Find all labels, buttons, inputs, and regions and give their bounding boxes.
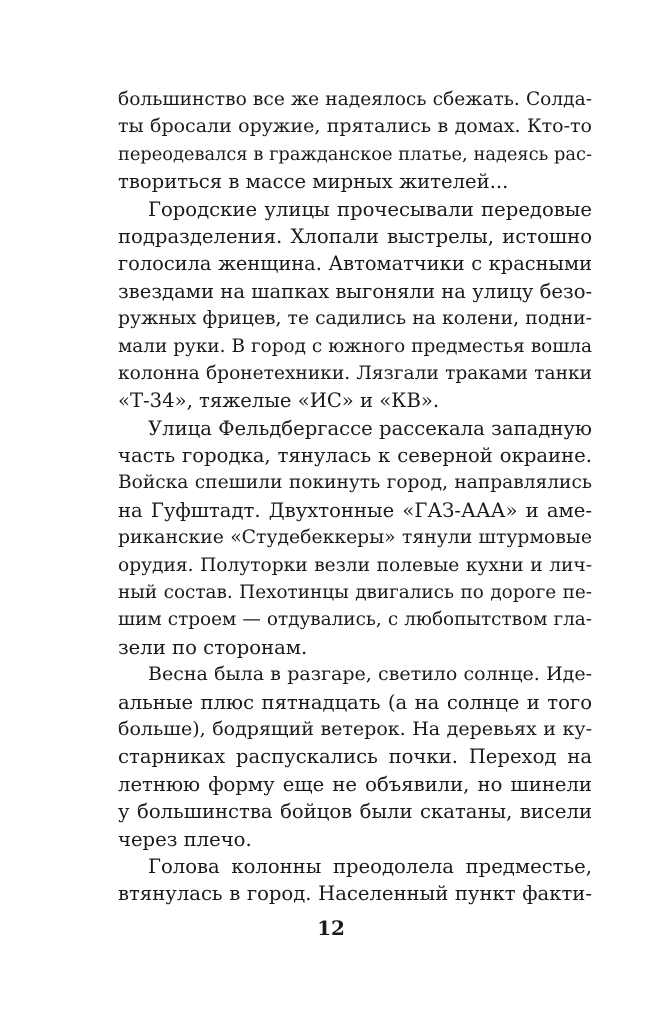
text-line: через плечо. [118,827,252,851]
text-line: «Т-34», тяжелые «ИС» и «КВ». [118,389,440,413]
text-line: больше), бодрящий ветерок. На деревьях и ку- [118,717,592,740]
text-line: летнюю форму еще не объявили, но шинели [118,772,592,796]
text-line: ты бросали оружие, прятались в домах. Кто-то [118,115,592,138]
text-line: Голова колонны преодолела предместье, [148,854,592,878]
text-line: риканские «Студебеккеры» тянули штурмовые [118,527,592,549]
text-line: ный состав. Пехотинцы двигались по дороге пе- [118,582,592,604]
text-line: колонна бронетехники. Лязгали траками танки [118,362,592,384]
text-line: Улица Фельдбергассе рассекала западную [148,416,592,440]
text-line: переодевался в гражданское платье, надеясь рас- [118,143,592,165]
text-line: голосила женщина. Автоматчики с красными [118,252,592,276]
text-line: Городские улицы прочесывали передовые [148,197,592,221]
text-line: мали руки. В город с южного предместья вошла [118,335,592,357]
text-line: на Гуфштадт. Двухтонные «ГАЗ-ААА» и аме- [118,498,592,522]
text-line: альные плюс пятнадцать (а на солнце и того [118,690,592,714]
text-line: часть городка, тянулась к северной окраине. [118,444,592,468]
text-line: большинство все же надеялось сбежать. Солда- [118,89,592,110]
text-line: у большинства бойцов были скатаны, висели [118,800,592,824]
text-line: шим строем — отдувались, с любопытством гла- [118,609,592,631]
text-line: втянулась в город. Населенный пункт факти- [118,882,592,906]
body-text [118,86,592,908]
text-line: твориться в массе мирных жителей... [118,170,509,194]
text-line: зели по сторонам. [118,635,308,659]
text-line: орудия. Полуторки везли полевые кухни и лич- [118,554,592,576]
page-number: 12 [317,916,345,940]
text-line: подразделения. Хлопали выстрелы, истошно [118,224,592,248]
text-line: ружных фрицев, те садились на колени, подни- [118,308,592,330]
text-line: Войска спешили покинуть город, направлялись [118,472,592,494]
text-line: Весна была в разгаре, светило солнце. Иде- [148,663,592,686]
text-line: звездами на шапках выгоняли на улицу безо- [118,279,592,303]
text-line: старниках распускались почки. Переход на [118,745,592,769]
